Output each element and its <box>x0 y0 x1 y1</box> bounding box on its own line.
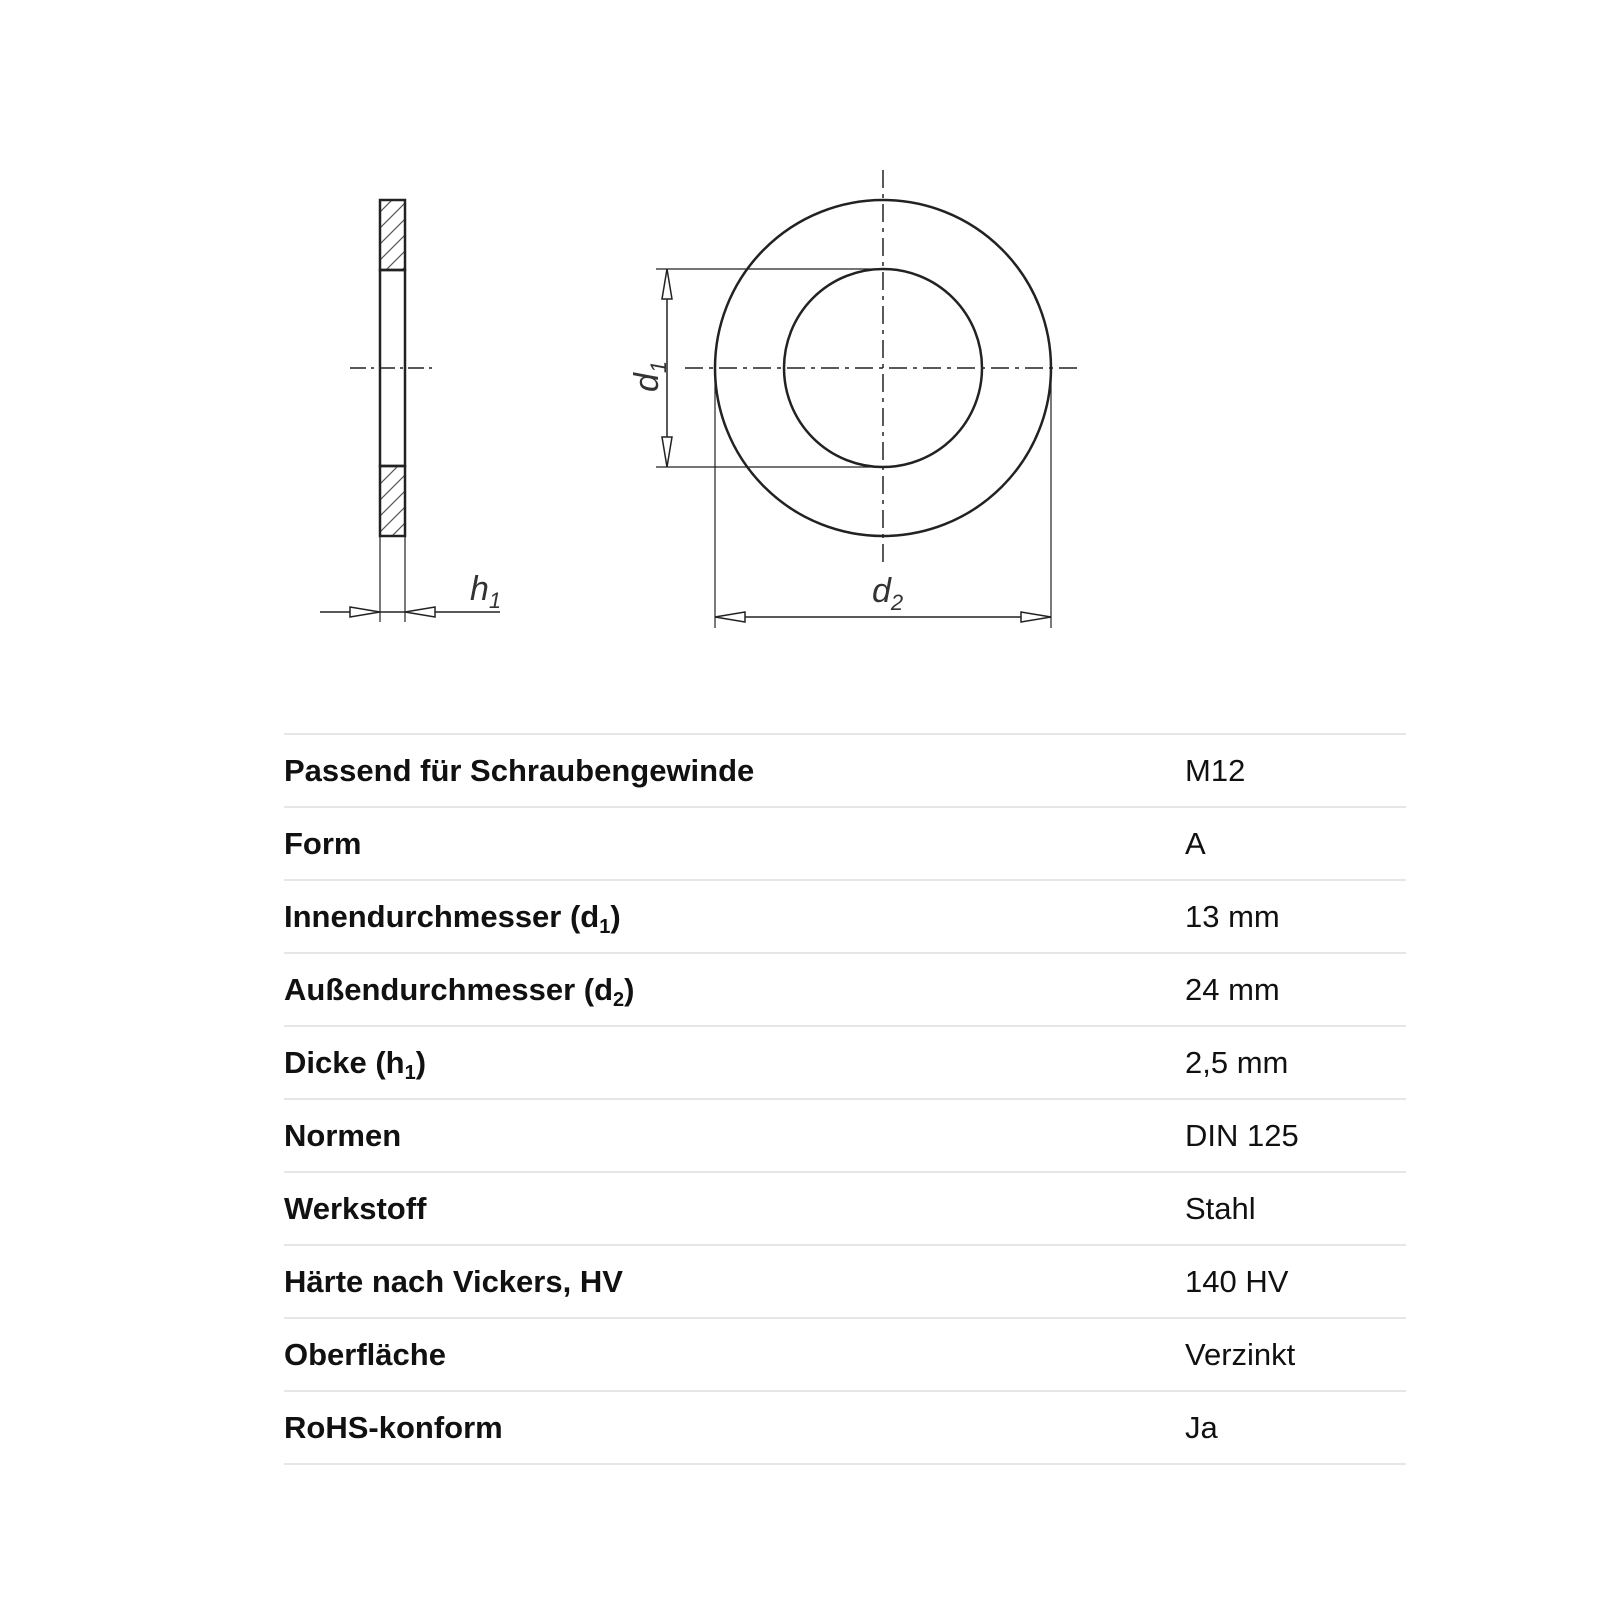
washer-side-top-section <box>380 200 405 270</box>
spec-label: Form <box>284 807 1185 880</box>
spec-value: 2,5 mm <box>1185 1026 1406 1099</box>
spec-value: 13 mm <box>1185 880 1406 953</box>
table-row <box>284 1099 1406 1172</box>
washer-technical-drawing <box>0 0 1600 700</box>
table-row <box>284 1318 1406 1391</box>
spec-label: Außendurchmesser $(d_2)$ <box>284 953 1185 1026</box>
spec-label: Normen <box>284 1099 1185 1172</box>
table-row <box>284 1026 1406 1099</box>
spec-label: Innendurchmesser $(d_1)$ <box>284 880 1185 953</box>
spec-value: M12 <box>1185 734 1406 807</box>
h1-arrow-right <box>405 607 435 617</box>
spec-label: Härte nach Vickers, HV <box>284 1245 1185 1318</box>
spec-label: Dicke $(h_1)$ <box>284 1026 1185 1099</box>
spec-value: A <box>1185 807 1406 880</box>
table-row <box>284 880 1406 953</box>
d2-arrow-right <box>1021 612 1051 622</box>
spec-value: 24 mm <box>1185 953 1406 1026</box>
d1-arrow-top <box>662 269 672 299</box>
spec-value: Verzinkt <box>1185 1318 1406 1391</box>
spec-value: DIN 125 <box>1185 1099 1406 1172</box>
table-row <box>284 1245 1406 1318</box>
washer-front-view <box>656 170 1082 628</box>
spec-label: Werkstoff <box>284 1172 1185 1245</box>
d2-dimension-label: $d_2$ <box>872 572 904 615</box>
d2-arrow-left <box>715 612 745 622</box>
spec-value: Ja <box>1185 1391 1406 1464</box>
h1-arrow-left <box>350 607 380 617</box>
table-row <box>284 953 1406 1026</box>
table-row <box>284 1391 1406 1464</box>
spec-label: Oberfläche <box>284 1318 1185 1391</box>
specifications-table <box>284 733 1406 1465</box>
h1-dimension-label: $h_1$ <box>470 570 502 613</box>
washer-side-view <box>320 200 500 622</box>
washer-side-bottom-section <box>380 466 405 536</box>
spec-label: RoHS-konform <box>284 1391 1185 1464</box>
table-row <box>284 807 1406 880</box>
table-row <box>284 1172 1406 1245</box>
spec-value: Stahl <box>1185 1172 1406 1245</box>
table-row <box>284 734 1406 807</box>
spec-value: 140 HV <box>1185 1245 1406 1318</box>
spec-label: Passend für Schraubengewinde <box>284 734 1185 807</box>
d1-dimension-label: $d_1$ <box>628 360 671 392</box>
d1-arrow-bottom <box>662 437 672 467</box>
